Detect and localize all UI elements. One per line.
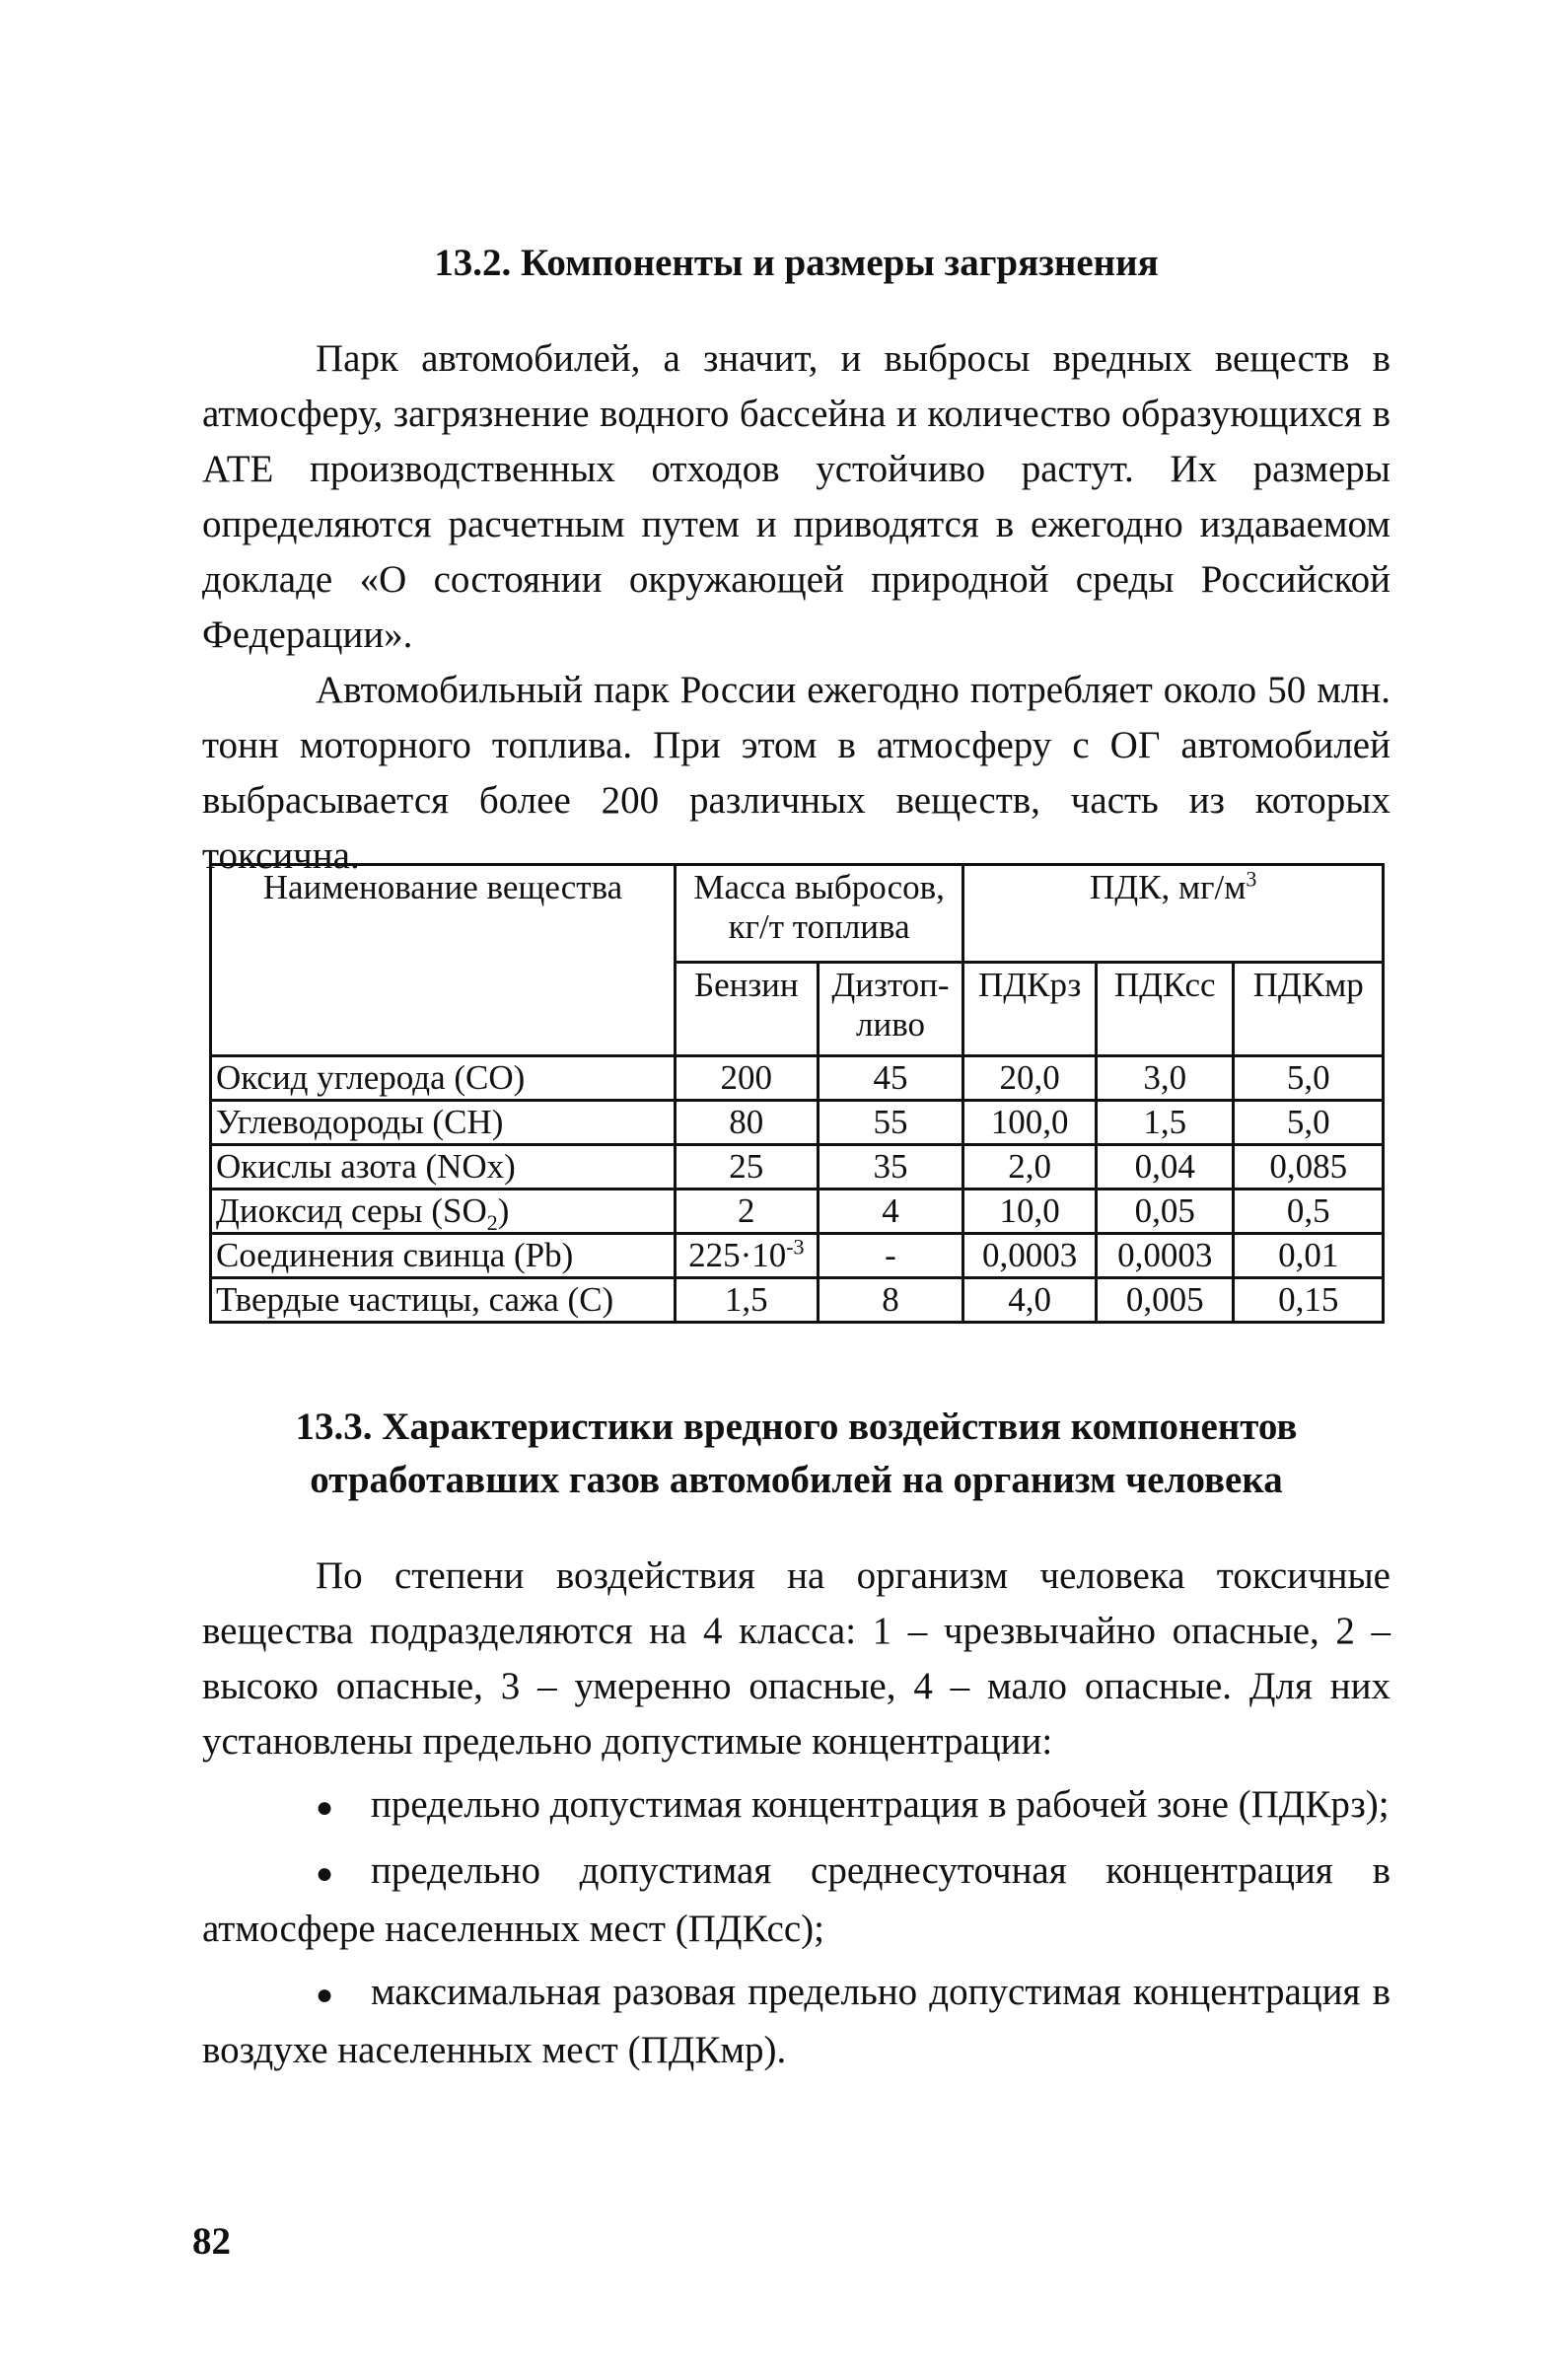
pdk-mr-value: 0,5: [1234, 1190, 1384, 1234]
list-item-text: предельно допустимая среднесуточная концентрация в атмосфере населенных мест (ПДКсс);: [202, 1849, 1390, 1950]
gasoline-value: 25: [675, 1145, 818, 1190]
pdk-mr-value: 0,085: [1234, 1145, 1384, 1190]
paragraph: Парк автомобилей, а значит, и выбросы вредных веществ в атмосферу, загрязнение водного бассейна и количество образующихся в АТЕ производственных отходов устойчиво растут. Их размеры определяются расчетным путем и приводятся в ежегодно издаваемом докладе «О состоянии окружающей природной среды Российской Федерации».: [202, 337, 1390, 656]
header-pdk-mr: ПДКмр: [1234, 963, 1384, 1056]
gasoline-value: 200: [675, 1056, 818, 1101]
section-title-line: 13.3. Характеристики вредного воздействия компонентов: [295, 1406, 1298, 1448]
substance-name-text: Диоксид серы (SO: [216, 1191, 487, 1230]
diesel-value: -: [818, 1234, 963, 1278]
table-header-row: [211, 865, 1384, 963]
header-pdk-group: [963, 865, 1384, 963]
pdk-rz-value: 0,0003: [963, 1234, 1097, 1278]
header-pdk-unit-exponent: 3: [1246, 866, 1257, 892]
section-title-13-3: [202, 1401, 1390, 1507]
pdk-mr-value: 0,15: [1234, 1278, 1384, 1323]
list-item-text: максимальная разовая предельно допустимая концентрация в воздухе населенных мест (ПДКмр).: [202, 1971, 1390, 2071]
substance-name: Углеводороды (CH): [211, 1101, 676, 1145]
table-row: [211, 1101, 1384, 1145]
bullet-icon: ●: [316, 1979, 334, 2011]
pdk-mr-value: 5,0: [1234, 1056, 1384, 1101]
diesel-value: 45: [818, 1056, 963, 1101]
table-row: [211, 1145, 1384, 1190]
header-mass-group: Масса выбросов, кг/т топлива: [675, 865, 962, 963]
paragraph: Автомобильный парк России ежегодно потребляет около 50 млн. тонн моторного топлива. При этом в атмосферу с ОГ автомобилей выбрасывается более 200 различных веществ, часть из которых токсична.: [202, 669, 1390, 877]
diesel-value: 4: [818, 1190, 963, 1234]
pdk-mr-value: 0,01: [1234, 1234, 1384, 1278]
substance-name-suffix: ): [497, 1191, 510, 1230]
substance-subscript: 2: [486, 1210, 498, 1235]
diesel-value: 35: [818, 1145, 963, 1190]
header-pdk-rz: ПДКрз: [963, 963, 1097, 1056]
gasoline-value: 80: [675, 1101, 818, 1145]
list-item: [202, 1965, 1390, 2078]
gasoline-value: 2: [675, 1190, 818, 1234]
header-pdk-label: ПДК, мг/м: [1089, 868, 1247, 906]
list-item: [202, 1843, 1390, 1957]
substance-name: Окислы азота (NOx): [211, 1145, 676, 1190]
substance-name: [211, 1190, 676, 1234]
gasoline-value-exponent: -3: [786, 1234, 805, 1260]
header-gasoline: Бензин: [675, 963, 818, 1056]
list-item: [202, 1777, 1390, 1836]
pdk-rz-value: 100,0: [963, 1101, 1097, 1145]
section-title-line: отработавших газов автомобилей на организм человека: [310, 1459, 1283, 1501]
pdk-ss-value: 1,5: [1096, 1101, 1234, 1145]
pdk-rz-value: 2,0: [963, 1145, 1097, 1190]
section-title-13-2: 13.2. Компоненты и размеры загрязнения: [434, 242, 1159, 284]
pdk-rz-value: 20,0: [963, 1056, 1097, 1101]
substance-name: Соединения свинца (Pb): [211, 1234, 676, 1278]
header-diesel: Дизтоп-ливо: [818, 963, 963, 1056]
table-row: [211, 1278, 1384, 1323]
substance-name: Твердые частицы, сажа (С): [211, 1278, 676, 1323]
pdk-rz-value: 4,0: [963, 1278, 1097, 1323]
bullet-icon: ●: [316, 1857, 334, 1890]
pdk-ss-value: 0,05: [1096, 1190, 1234, 1234]
document-page: [202, 0, 1390, 2380]
section-13-2-body: [202, 331, 1390, 884]
table-row: [211, 1234, 1384, 1278]
bullet-icon: ●: [316, 1791, 334, 1824]
gasoline-value-base: 225·10: [688, 1236, 787, 1274]
diesel-value: 8: [818, 1278, 963, 1323]
pdk-rz-value: 10,0: [963, 1190, 1097, 1234]
header-substance: Наименование вещества: [211, 865, 676, 1056]
pdk-ss-value: 0,04: [1096, 1145, 1234, 1190]
diesel-value: 55: [818, 1101, 963, 1145]
pdk-ss-value: 0,0003: [1096, 1234, 1234, 1278]
gasoline-value: 1,5: [675, 1278, 818, 1323]
emissions-table: [209, 863, 1385, 1324]
header-pdk-ss: ПДКсс: [1096, 963, 1234, 1056]
table-row: [211, 1056, 1384, 1101]
list-item-text: предельно допустимая концентрация в рабочей зоне (ПДКрз);: [371, 1783, 1390, 1826]
pdk-ss-value: 3,0: [1096, 1056, 1234, 1101]
substance-name: Оксид углерода (CO): [211, 1056, 676, 1101]
table-row: [211, 1190, 1384, 1234]
page-number: 82: [192, 2220, 231, 2263]
paragraph: По степени воздействия на организм человека токсичные вещества подразделяются на 4 класса: 1 – чрезвычайно опасные, 2 – высоко опасные, 3 – умеренно опасные, 4 – мало опасные. Для них установлены предельно допустимые концентрации:: [202, 1554, 1390, 1763]
pdk-ss-value: 0,005: [1096, 1278, 1234, 1323]
pdk-types-list: [202, 1777, 1390, 2078]
gasoline-value: [675, 1234, 818, 1278]
section-13-3-body: [202, 1549, 1390, 2078]
pdk-mr-value: 5,0: [1234, 1101, 1384, 1145]
